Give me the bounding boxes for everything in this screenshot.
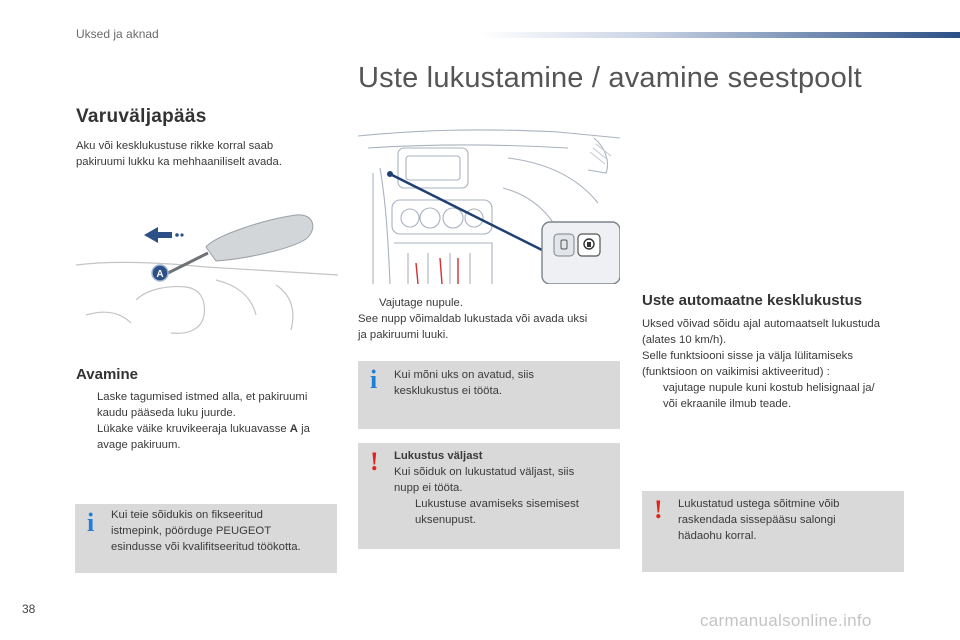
text-line: Uksed võivad sõidu ajal automaatselt lukustuda	[642, 318, 881, 330]
text-line: Selle funktsiooni sisse ja välja lülitamiseks	[642, 350, 853, 362]
list-item	[76, 389, 338, 421]
page-title: Uste lukustamine / avamine seestpoolt	[358, 62, 862, 94]
info-box-door-open	[358, 361, 620, 429]
heading-avamine: Avamine	[76, 366, 138, 383]
list-item-line	[97, 421, 338, 437]
text-line: ja pakiruumi luuki.	[358, 329, 449, 341]
warning-line: hädaohu korral.	[678, 530, 757, 542]
list-item	[394, 496, 614, 528]
info-line: Kui teie sõidukis on fikseeritud	[111, 509, 263, 521]
info-line: Kui mõni uks on avatud, siis	[394, 369, 535, 381]
info-line: istmepink, pöörduge PEUGEOT	[111, 525, 272, 537]
list-item-line: kaudu pääseda luku juurde.	[97, 407, 236, 419]
warning-box-locked-driving	[642, 491, 904, 572]
warning-title: Lukustus väljast	[394, 450, 483, 462]
list-item-line: uksenupust.	[415, 514, 476, 526]
warning-line: raskendada sissepääsu salongi	[678, 514, 836, 526]
list-item	[358, 295, 620, 311]
list-item-text: ja	[297, 423, 310, 435]
text-line: (alates 10 km/h).	[642, 334, 727, 346]
trunk-lock-illustration	[76, 205, 338, 335]
list-item-line: Vajutage nupule.	[379, 297, 463, 309]
section-title: Uksed ja aknad	[76, 27, 159, 41]
heading-varuvaljapaas: Varuväljapääs	[76, 106, 207, 127]
list-item-line: Lukustuse avamiseks sisemisest	[415, 498, 579, 510]
text-line: (funktsioon on vaikimisi aktiveeritud) :	[642, 366, 830, 378]
info-icon: i	[87, 508, 95, 537]
header-bar	[480, 32, 960, 38]
list-item-line: Laske tagumised istmed alla, et pakiruumi	[97, 391, 308, 403]
dashboard-illustration	[358, 108, 620, 284]
list-item	[642, 380, 904, 412]
list-item-line: avage pakiruum.	[97, 439, 181, 451]
warning-box-external-lock	[358, 443, 620, 549]
list-item-line: või ekraanile ilmub teade.	[663, 398, 792, 410]
lock-label-ref: A	[289, 423, 298, 435]
intro-text	[76, 138, 326, 170]
middle-text	[358, 295, 620, 343]
avamine-list	[76, 389, 338, 453]
heading-automatic-locking: Uste automaatne kesklukustus	[642, 292, 863, 309]
info-box-fixed-seat	[75, 504, 337, 573]
info-line: esindusse või kvalifitseeritud töökotta.	[111, 541, 301, 553]
page-number: 38	[22, 602, 36, 616]
list-item-line: vajutage nupule kuni kostub helisignaal ja/	[663, 382, 875, 394]
arrow-icon	[144, 227, 172, 243]
intro-line: pakiruumi lukku ka mehhaaniliselt avada.	[76, 156, 282, 168]
warning-line: nupp ei tööta.	[394, 482, 463, 494]
warning-line: Kui sõiduk on lukustatud väljast, siis	[394, 466, 575, 478]
warning-icon: !	[370, 447, 379, 476]
label-a: A	[156, 269, 164, 280]
warning-icon: !	[654, 495, 663, 524]
info-line: kesklukustus ei tööta.	[394, 385, 503, 397]
list-item	[76, 421, 338, 453]
watermark: carmanualsonline.info	[700, 611, 872, 630]
text-line: See nupp võimaldab lukustada või avada uksi	[358, 313, 588, 325]
warning-line: Lukustatud ustega sõitmine võib	[678, 498, 840, 510]
list-item-text: Lükake väike kruvikeeraja lukuavasse	[97, 423, 290, 435]
intro-line: Aku või kesklukustuse rikke korral saab	[76, 140, 274, 152]
automatic-locking-text	[642, 316, 904, 412]
info-icon: i	[370, 365, 378, 394]
